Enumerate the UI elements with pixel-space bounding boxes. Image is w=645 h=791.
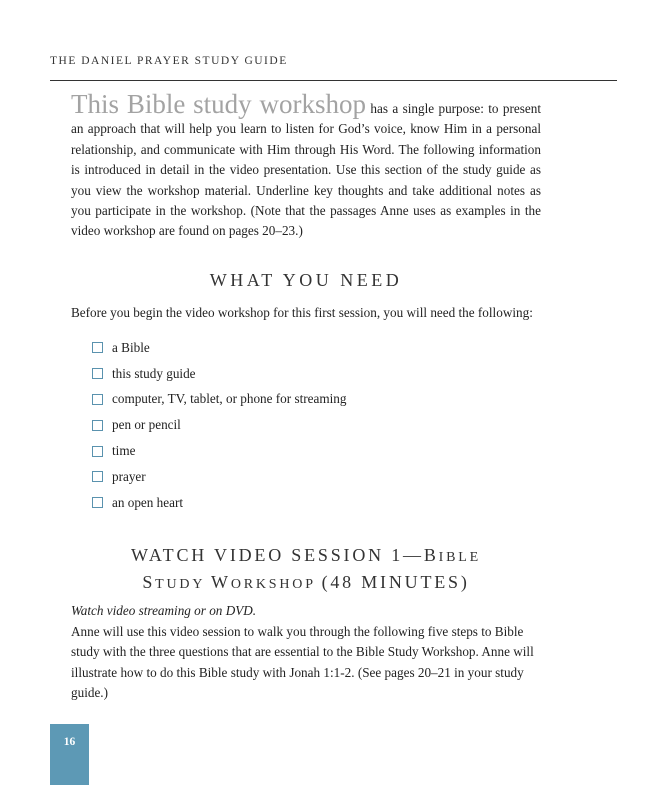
checklist-item [92, 490, 346, 516]
intro-lead: This Bible study workshop [71, 89, 367, 119]
checklist-item-label: a Bible [112, 339, 150, 355]
watch-heading-part: WATCH VIDEO SESSION 1—B [131, 545, 439, 565]
checklist-item-label: computer, TV, tablet, or phone for streaming [112, 391, 347, 407]
checklist-item-label: pen or pencil [112, 417, 181, 433]
intro-text: has a single purpose: to present an approach that will help you learn to listen for God’s voice, know Him in a personal relationship, and communicate with Him through His Word. The following information is introduced in detail in the video presentation. Use this section of the study guide as you view the workshop material. Underline key thoughts and take additional notes as you participate in the workshop. (Note that the passages Anne uses as examples in the video workshop are found on pages 20–23.) [71, 101, 541, 239]
checklist-item [92, 438, 346, 464]
watch-note: Watch video streaming or on DVD. [71, 603, 257, 618]
watch-paragraph: Anne will use this video session to walk you through the following five steps to Bible study with the three questions that are essential to the Bible Study Workshop. Anne will illustrate how to do this Bible study with Jonah 1:1-2. (See pages 20–21 in your study guide.) [71, 624, 534, 701]
checkbox-icon [92, 420, 103, 431]
checklist-item [92, 387, 346, 413]
checkbox-icon [92, 368, 103, 379]
checkbox-icon [92, 471, 103, 482]
watch-video-heading [71, 543, 541, 597]
watch-heading-part: (48 MINUTES) [321, 572, 470, 592]
supplies-checklist [92, 335, 346, 516]
checklist-item-label: an open heart [112, 494, 184, 510]
checkbox-icon [92, 497, 103, 508]
checkbox-icon [92, 394, 103, 405]
intro-paragraph [71, 89, 541, 242]
checkbox-icon [92, 446, 103, 457]
watch-heading-part: S [142, 572, 156, 592]
checklist-item [92, 464, 346, 490]
checklist-item-label: prayer [112, 468, 146, 484]
what-you-need-heading: WHAT YOU NEED [209, 270, 403, 290]
page-number-tab [50, 724, 89, 785]
page-number: 16 [63, 736, 76, 748]
running-head: THE DANIEL PRAYER STUDY GUIDE [50, 55, 288, 67]
watch-heading-part: TUDY [155, 577, 212, 592]
checklist-item-label: time [112, 443, 136, 459]
checkbox-icon [92, 342, 103, 353]
checklist-item-label: this study guide [112, 365, 196, 381]
what-you-need-intro: Before you begin the video workshop for this first session, you will need the following: [71, 305, 533, 320]
header-rule [50, 80, 617, 81]
watch-heading-part: W [211, 572, 231, 592]
watch-heading-part: IBLE [438, 550, 481, 565]
checklist-item [92, 335, 346, 361]
checklist-item [92, 361, 346, 387]
checklist-item [92, 412, 346, 438]
watch-heading-part: ORKSHOP [230, 577, 322, 592]
